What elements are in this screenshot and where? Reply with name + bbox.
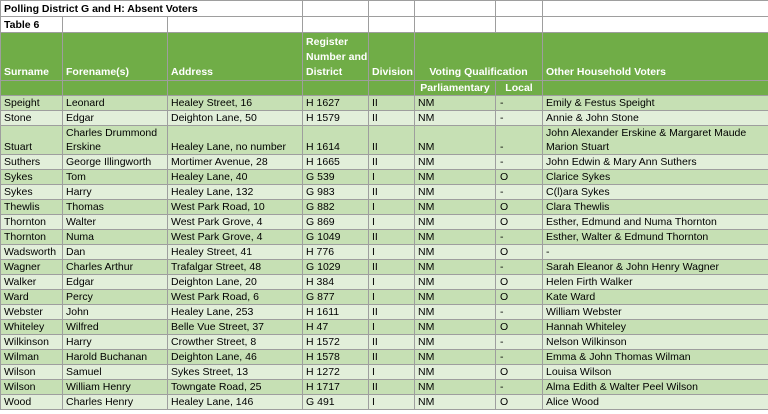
header-parliamentary: Parliamentary bbox=[415, 81, 496, 96]
cell-other-voters: William Webster bbox=[543, 305, 768, 320]
cell-surname: Walker bbox=[1, 275, 63, 290]
table-row bbox=[1, 185, 768, 200]
cell-surname: Wilson bbox=[1, 365, 63, 380]
table-row bbox=[1, 170, 768, 185]
cell-forename: Samuel bbox=[63, 365, 168, 380]
cell-address: Crowther Street, 8 bbox=[168, 335, 303, 350]
cell-other-voters: Kate Ward bbox=[543, 290, 768, 305]
table-row bbox=[1, 365, 768, 380]
cell-forename: Percy bbox=[63, 290, 168, 305]
cell-forename bbox=[63, 126, 168, 155]
cell-address: Healey Street, 16 bbox=[168, 96, 303, 111]
cell-parliamentary: NM bbox=[415, 275, 496, 290]
cell-register: G 539 bbox=[303, 170, 369, 185]
cell-forename: George Illingworth bbox=[63, 155, 168, 170]
cell-register: H 1611 bbox=[303, 305, 369, 320]
cell-local: - bbox=[496, 260, 543, 275]
cell-other-voters: Alice Wood bbox=[543, 395, 768, 410]
cell-register: H 1578 bbox=[303, 350, 369, 365]
cell-local: O bbox=[496, 170, 543, 185]
cell-local: - bbox=[496, 111, 543, 126]
cell-division: I bbox=[369, 215, 415, 230]
cell-division: II bbox=[369, 305, 415, 320]
table-row bbox=[1, 380, 768, 395]
cell-address: Healey Lane, 40 bbox=[168, 170, 303, 185]
cell-forename: Harry bbox=[63, 335, 168, 350]
table-row bbox=[1, 320, 768, 335]
cell-surname: Sykes bbox=[1, 170, 63, 185]
cell-parliamentary: NM bbox=[415, 230, 496, 245]
cell-parliamentary: NM bbox=[415, 170, 496, 185]
cell-local: - bbox=[496, 185, 543, 200]
cell-local: - bbox=[496, 126, 543, 155]
cell-other-voters: Annie & John Stone bbox=[543, 111, 768, 126]
cell-forename: William Henry bbox=[63, 380, 168, 395]
table-row bbox=[1, 215, 768, 230]
cell-local: - bbox=[496, 305, 543, 320]
cell-address: Healey Lane, no number bbox=[168, 126, 303, 155]
cell-forename: Walter bbox=[63, 215, 168, 230]
cell-other-voters: Helen Firth Walker bbox=[543, 275, 768, 290]
cell-forename: Thomas bbox=[63, 200, 168, 215]
cell-address: West Park Road, 6 bbox=[168, 290, 303, 305]
cell-parliamentary: NM bbox=[415, 245, 496, 260]
cell-address: Deighton Lane, 50 bbox=[168, 111, 303, 126]
cell-forename: Leonard bbox=[63, 96, 168, 111]
cell-surname: Sykes bbox=[1, 185, 63, 200]
cell-division: II bbox=[369, 335, 415, 350]
cell-address: Deighton Lane, 20 bbox=[168, 275, 303, 290]
cell-local: - bbox=[496, 380, 543, 395]
cell-local: O bbox=[496, 290, 543, 305]
cell-surname: Wilman bbox=[1, 350, 63, 365]
header-surname: Surname bbox=[1, 33, 63, 81]
cell-register: G 983 bbox=[303, 185, 369, 200]
cell-local: O bbox=[496, 215, 543, 230]
cell-address: West Park Grove, 4 bbox=[168, 230, 303, 245]
cell-division: II bbox=[369, 260, 415, 275]
cell-parliamentary: NM bbox=[415, 111, 496, 126]
cell-address: West Park Grove, 4 bbox=[168, 215, 303, 230]
cell-division: I bbox=[369, 395, 415, 410]
cell-other-voters: Emily & Festus Speight bbox=[543, 96, 768, 111]
cell-forename: Charles Henry bbox=[63, 395, 168, 410]
cell-other-voters: - bbox=[543, 245, 768, 260]
table-row bbox=[1, 395, 768, 410]
table-row bbox=[1, 126, 768, 155]
cell-local: O bbox=[496, 275, 543, 290]
page-title: Polling District G and H: Absent Voters bbox=[1, 1, 303, 17]
cell-surname: Stone bbox=[1, 111, 63, 126]
cell-parliamentary: NM bbox=[415, 320, 496, 335]
cell-parliamentary: NM bbox=[415, 335, 496, 350]
cell-address: Mortimer Avenue, 28 bbox=[168, 155, 303, 170]
header-register-line2: Number and bbox=[306, 51, 368, 63]
cell-forename: Charles Arthur bbox=[63, 260, 168, 275]
cell-parliamentary: NM bbox=[415, 395, 496, 410]
cell-division: II bbox=[369, 230, 415, 245]
cell-register: H 47 bbox=[303, 320, 369, 335]
cell-forename: Edgar bbox=[63, 111, 168, 126]
cell-other-voters-line1: John Alexander Erskine & Margaret Maude bbox=[546, 127, 747, 139]
cell-surname: Thewlis bbox=[1, 200, 63, 215]
cell-other-voters: Esther, Edmund and Numa Thornton bbox=[543, 215, 768, 230]
cell-forename: John bbox=[63, 305, 168, 320]
cell-forename: Numa bbox=[63, 230, 168, 245]
cell-forename: Tom bbox=[63, 170, 168, 185]
cell-division: II bbox=[369, 111, 415, 126]
cell-parliamentary: NM bbox=[415, 380, 496, 395]
cell-register: H 384 bbox=[303, 275, 369, 290]
table-row bbox=[1, 275, 768, 290]
cell-register: H 1717 bbox=[303, 380, 369, 395]
cell-division: II bbox=[369, 96, 415, 111]
cell-other-voters: Esther, Walter & Edmund Thornton bbox=[543, 230, 768, 245]
cell-parliamentary: NM bbox=[415, 155, 496, 170]
cell-other-voters: Clara Thewlis bbox=[543, 200, 768, 215]
cell-surname: Stuart bbox=[1, 126, 63, 155]
table-row bbox=[1, 155, 768, 170]
cell-division: I bbox=[369, 200, 415, 215]
cell-division: II bbox=[369, 155, 415, 170]
cell-parliamentary: NM bbox=[415, 365, 496, 380]
header-address: Address bbox=[168, 33, 303, 81]
cell-parliamentary: NM bbox=[415, 215, 496, 230]
cell-address: Sykes Street, 13 bbox=[168, 365, 303, 380]
cell-register: H 1614 bbox=[303, 126, 369, 155]
cell-other-voters: Emma & John Thomas Wilman bbox=[543, 350, 768, 365]
cell-forename: Harry bbox=[63, 185, 168, 200]
table-row bbox=[1, 230, 768, 245]
header-register-line1: Register bbox=[306, 36, 349, 48]
title-row bbox=[1, 1, 768, 17]
cell-address: Deighton Lane, 46 bbox=[168, 350, 303, 365]
table-row bbox=[1, 305, 768, 320]
cell-parliamentary: NM bbox=[415, 350, 496, 365]
cell-address: Towngate Road, 25 bbox=[168, 380, 303, 395]
cell-local: - bbox=[496, 96, 543, 111]
header-row bbox=[1, 33, 768, 81]
cell-register: H 776 bbox=[303, 245, 369, 260]
cell-register: G 882 bbox=[303, 200, 369, 215]
cell-other-voters: Hannah Whiteley bbox=[543, 320, 768, 335]
header-division: Division bbox=[369, 33, 415, 81]
cell-local: - bbox=[496, 335, 543, 350]
cell-other-voters: Nelson Wilkinson bbox=[543, 335, 768, 350]
cell-other-voters: Sarah Eleanor & John Henry Wagner bbox=[543, 260, 768, 275]
cell-surname: Speight bbox=[1, 96, 63, 111]
cell-surname: Wadsworth bbox=[1, 245, 63, 260]
table-row bbox=[1, 111, 768, 126]
cell-surname: Whiteley bbox=[1, 320, 63, 335]
cell-surname: Suthers bbox=[1, 155, 63, 170]
table-label-row bbox=[1, 17, 768, 33]
cell-division: II bbox=[369, 350, 415, 365]
cell-address: Belle Vue Street, 37 bbox=[168, 320, 303, 335]
cell-register: H 1579 bbox=[303, 111, 369, 126]
cell-address: Healey Lane, 146 bbox=[168, 395, 303, 410]
cell-register: G 491 bbox=[303, 395, 369, 410]
table-row bbox=[1, 200, 768, 215]
cell-other-voters bbox=[543, 126, 768, 155]
cell-parliamentary: NM bbox=[415, 200, 496, 215]
table-row bbox=[1, 260, 768, 275]
cell-surname: Ward bbox=[1, 290, 63, 305]
cell-surname: Thornton bbox=[1, 215, 63, 230]
cell-register: H 1665 bbox=[303, 155, 369, 170]
cell-division: I bbox=[369, 320, 415, 335]
cell-register: H 1627 bbox=[303, 96, 369, 111]
cell-division: I bbox=[369, 275, 415, 290]
cell-surname: Wilkinson bbox=[1, 335, 63, 350]
cell-register: G 1049 bbox=[303, 230, 369, 245]
cell-local: - bbox=[496, 230, 543, 245]
cell-division: II bbox=[369, 185, 415, 200]
cell-division: I bbox=[369, 170, 415, 185]
table-label: Table 6 bbox=[1, 17, 63, 33]
cell-division: I bbox=[369, 365, 415, 380]
cell-division: II bbox=[369, 126, 415, 155]
cell-address: Healey Lane, 132 bbox=[168, 185, 303, 200]
cell-parliamentary: NM bbox=[415, 96, 496, 111]
cell-surname: Thornton bbox=[1, 230, 63, 245]
cell-register: G 869 bbox=[303, 215, 369, 230]
cell-local: O bbox=[496, 395, 543, 410]
cell-parliamentary: NM bbox=[415, 185, 496, 200]
cell-local: O bbox=[496, 365, 543, 380]
cell-other-voters-line2: Marion Stuart bbox=[546, 141, 610, 153]
subheader-row bbox=[1, 81, 768, 96]
cell-local: - bbox=[496, 350, 543, 365]
cell-local: - bbox=[496, 155, 543, 170]
cell-address: Healey Lane, 253 bbox=[168, 305, 303, 320]
header-register-line3: District bbox=[306, 66, 343, 78]
cell-division: I bbox=[369, 245, 415, 260]
cell-surname: Wagner bbox=[1, 260, 63, 275]
cell-division: I bbox=[369, 290, 415, 305]
table-row bbox=[1, 290, 768, 305]
cell-local: O bbox=[496, 200, 543, 215]
header-local: Local bbox=[496, 81, 543, 96]
cell-local: O bbox=[496, 245, 543, 260]
table-row bbox=[1, 335, 768, 350]
cell-address: West Park Road, 10 bbox=[168, 200, 303, 215]
cell-register: H 1272 bbox=[303, 365, 369, 380]
header-forenames: Forename(s) bbox=[63, 33, 168, 81]
cell-address: Healey Street, 41 bbox=[168, 245, 303, 260]
cell-register: G 877 bbox=[303, 290, 369, 305]
cell-forename: Dan bbox=[63, 245, 168, 260]
cell-forename: Wilfred bbox=[63, 320, 168, 335]
cell-forename: Edgar bbox=[63, 275, 168, 290]
table-row bbox=[1, 245, 768, 260]
cell-forename: Harold Buchanan bbox=[63, 350, 168, 365]
cell-surname: Wood bbox=[1, 395, 63, 410]
cell-division: II bbox=[369, 380, 415, 395]
table-row bbox=[1, 350, 768, 365]
cell-parliamentary: NM bbox=[415, 260, 496, 275]
cell-parliamentary: NM bbox=[415, 290, 496, 305]
cell-other-voters: John Edwin & Mary Ann Suthers bbox=[543, 155, 768, 170]
cell-other-voters: Louisa Wilson bbox=[543, 365, 768, 380]
cell-surname: Wilson bbox=[1, 380, 63, 395]
cell-forename-line2: Erskine bbox=[66, 141, 102, 153]
cell-parliamentary: NM bbox=[415, 305, 496, 320]
cell-parliamentary: NM bbox=[415, 126, 496, 155]
cell-register: H 1572 bbox=[303, 335, 369, 350]
cell-surname: Webster bbox=[1, 305, 63, 320]
header-other-voters: Other Household Voters bbox=[543, 33, 768, 81]
header-register bbox=[303, 33, 369, 81]
cell-register: G 1029 bbox=[303, 260, 369, 275]
cell-other-voters: Alma Edith & Walter Peel Wilson bbox=[543, 380, 768, 395]
table-row bbox=[1, 96, 768, 111]
header-voting-qualification: Voting Qualification bbox=[415, 33, 543, 81]
cell-local: O bbox=[496, 320, 543, 335]
cell-other-voters: C(l)ara Sykes bbox=[543, 185, 768, 200]
cell-address: Trafalgar Street, 48 bbox=[168, 260, 303, 275]
cell-other-voters: Clarice Sykes bbox=[543, 170, 768, 185]
cell-forename-line1: Charles Drummond bbox=[66, 127, 158, 139]
